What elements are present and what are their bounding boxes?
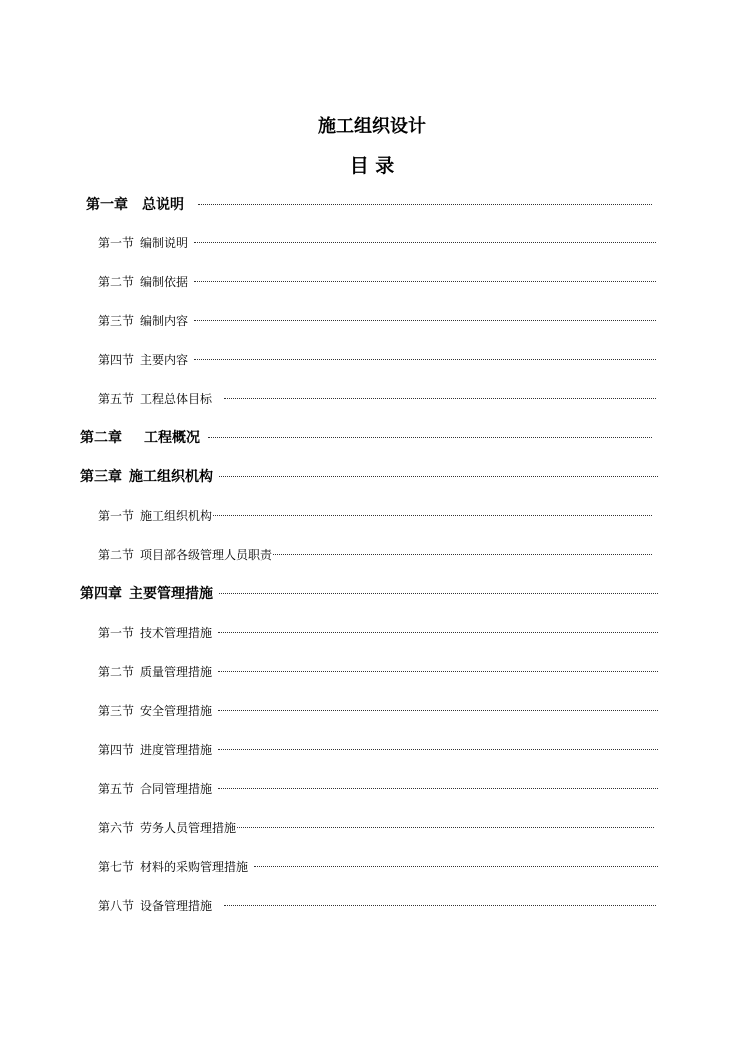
toc-leader-dots [198,204,652,205]
toc-entry-number: 第三章 [80,469,122,485]
toc-leader-dots [194,359,656,360]
toc-entry-chapter-2[interactable] [80,427,652,449]
toc-leader-dots [218,788,658,789]
document-title: 施工组织设计 [318,116,426,137]
toc-entry-number: 第一章 [86,197,128,213]
toc-leader-dots [224,398,656,399]
toc-entry-section[interactable] [98,310,656,332]
toc-entry-section[interactable] [98,271,656,293]
toc-entry-title: 编制依据 [140,275,189,289]
toc-leader-dots [218,632,658,633]
toc-entry-number: 第一节 [98,626,135,640]
toc-entry-section[interactable] [98,895,656,917]
toc-entry-section[interactable] [98,700,658,722]
toc-leader-dots [254,866,658,867]
toc-heading: 目 录 [349,155,395,177]
toc-entry-number: 第八节 [98,899,135,913]
toc-entry-number: 第三节 [98,314,135,328]
toc-entry-chapter-1[interactable] [86,194,652,216]
toc-entry-title: 劳务人员管理措施 [140,821,237,835]
toc-entry-number: 第四节 [98,743,135,757]
toc-leader-dots [194,281,656,282]
toc-entry-number: 第二节 [98,275,135,289]
toc-entry-title: 主要内容 [140,353,189,367]
toc-entry-section[interactable] [98,232,656,254]
toc-leader-dots [213,515,652,516]
toc-leader-dots [273,554,652,555]
toc-leader-dots [224,905,656,906]
toc-entry-number: 第七节 [98,860,135,874]
toc-entry-section[interactable] [98,739,658,761]
toc-entry-section[interactable] [98,349,656,371]
toc-entry-title: 质量管理措施 [140,665,213,679]
toc-entry-section[interactable] [98,661,658,683]
toc-entry-number: 第一节 [98,236,135,250]
toc-entry-title: 工程概况 [144,430,200,446]
toc-entry-number: 第五节 [98,782,135,796]
toc-entry-title: 编制内容 [140,314,189,328]
toc-entry-title: 进度管理措施 [140,743,213,757]
toc-leader-dots [218,710,658,711]
toc-entry-number: 第五节 [98,392,135,406]
toc-entry-title: 设备管理措施 [140,899,213,913]
toc-entry-section[interactable] [98,778,658,800]
toc-entry-title: 主要管理措施 [129,586,213,602]
toc-entry-title: 材料的采购管理措施 [140,860,249,874]
toc-entry-section[interactable] [98,544,652,566]
toc-entry-number: 第三节 [98,704,135,718]
toc-entry-section[interactable] [98,856,658,878]
toc-entry-chapter-4[interactable] [80,583,658,605]
toc-entry-section[interactable] [98,817,654,839]
toc-leader-dots [237,827,654,828]
toc-entry-title: 安全管理措施 [140,704,213,718]
toc-entry-number: 第二节 [98,548,135,562]
toc-entry-section[interactable] [98,622,658,644]
toc-leader-dots [219,476,658,477]
toc-leader-dots [194,320,656,321]
toc-entry-number: 第六节 [98,821,135,835]
toc-entry-section[interactable] [98,505,652,527]
toc-leader-dots [219,593,658,594]
toc-leader-dots [218,749,658,750]
toc-entry-title: 项目部各级管理人员职责 [140,548,273,562]
toc-entry-title: 施工组织机构 [129,469,213,485]
toc-entry-number: 第一节 [98,509,135,523]
toc-entry-title: 施工组织机构 [140,509,213,523]
toc-entry-title: 编制说明 [140,236,189,250]
toc-entry-section[interactable] [98,388,656,410]
toc-leader-dots [218,671,658,672]
toc-entry-title: 总说明 [142,197,184,213]
toc-entry-number: 第二章 [80,430,122,446]
toc-leader-dots [194,242,656,243]
toc-leader-dots [208,437,652,438]
toc-entry-number: 第四章 [80,586,122,602]
toc-entry-title: 技术管理措施 [140,626,213,640]
toc-entry-chapter-3[interactable] [80,466,658,488]
toc-entry-number: 第二节 [98,665,135,679]
toc-entry-number: 第四节 [98,353,135,367]
toc-entry-title: 合同管理措施 [140,782,213,796]
toc-entry-title: 工程总体目标 [140,392,213,406]
